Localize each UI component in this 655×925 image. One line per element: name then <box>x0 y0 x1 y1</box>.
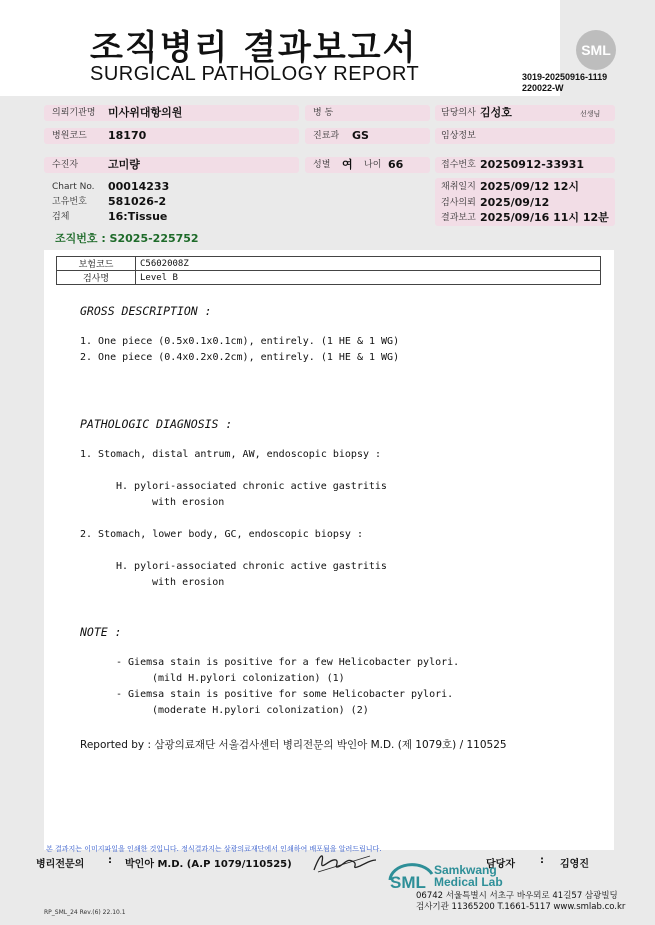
pathologist-colon: : <box>108 855 112 866</box>
diagnosis-item-2: 2. Stomach, lower body, GC, endoscopic biopsy : <box>80 529 363 540</box>
sml-logo: SML <box>576 30 616 70</box>
specimen-value: 16:Tissue <box>108 210 168 223</box>
note-line-3: - Giemsa stain is positive for some Helicobacter pylori. <box>116 689 454 700</box>
report-number-line1: 3019-20250916-1119 <box>522 72 608 82</box>
contact-line: 검사기관 11365200 T.1661-5117 www.smlab.co.kr <box>416 902 626 912</box>
manager-colon: : <box>540 855 544 866</box>
test-name-value: Level B <box>136 271 601 285</box>
note-heading: NOTE : <box>80 625 122 639</box>
brand-name <box>434 864 503 888</box>
table-row <box>57 257 601 271</box>
form-code: RP_SML_24 Rev.(6) 22.10.1 <box>44 909 126 916</box>
print-notice: 본 결과지는 이미지파일을 인쇄한 것입니다. 정식결과지는 삼광의료재단에서 인쇄하여 배포됨을 알려드립니다. <box>46 845 382 853</box>
brand-line-1: Samkwang <box>434 863 497 877</box>
table-row <box>57 271 601 285</box>
doctor-suffix: 선생님 <box>580 110 601 118</box>
diagnosis-item-2-line-1: H. pylori-associated chronic active gastritis <box>116 561 387 572</box>
exam-label: 검사의뢰 <box>441 198 476 208</box>
manager-value: 김영진 <box>560 859 589 870</box>
diagnosis-item-1-line-2: with erosion <box>152 497 225 508</box>
brand-line-2: Medical Lab <box>434 875 503 889</box>
institution-label: 의뢰기관명 <box>52 108 96 118</box>
institution-value: 미사위대항의원 <box>108 106 183 119</box>
diagnosis-item-1: 1. Stomach, distal antrum, AW, endoscopic biopsy : <box>80 449 382 460</box>
collect-value: 2025/09/12 12시 <box>480 180 580 193</box>
pathologist-value: 박인아 M.D. (A.P 1079/110525) <box>125 859 292 870</box>
specimen-label: 검체 <box>52 212 70 222</box>
test-name-label: 검사명 <box>57 271 136 285</box>
insurance-table <box>56 256 601 285</box>
lab-address <box>416 891 625 913</box>
gross-line-2: 2. One piece (0.4x0.2x0.2cm), entirely. (1 HE & 1 WG) <box>80 352 400 363</box>
note-line-2: (mild H.pylori colonization) (1) <box>152 673 345 684</box>
note-line-4: (moderate H.pylori colonization) (2) <box>152 705 369 716</box>
report-number <box>522 72 607 94</box>
sex-label: 성별 <box>313 160 331 170</box>
patient-value: 고미량 <box>108 158 140 171</box>
collect-label: 채취일지 <box>441 182 476 192</box>
insurance-code-value: C5602008Z <box>136 257 601 271</box>
tissue-number: 조직번호 : S2025-225752 <box>55 232 199 245</box>
svg-text:SML: SML <box>390 873 426 892</box>
hospital-code-label: 병원코드 <box>52 131 87 141</box>
chart-value: 00014233 <box>108 180 170 193</box>
insurance-code-label: 보험코드 <box>57 257 136 271</box>
gross-line-1: 1. One piece (0.5x0.1x0.1cm), entirely. (1 HE & 1 WG) <box>80 336 400 347</box>
report-title-english: SURGICAL PATHOLOGY REPORT <box>90 63 420 85</box>
dept-label: 진료과 <box>313 131 340 141</box>
doctor-label: 담당의사 <box>441 108 476 118</box>
report-title-korean: 조직병리 결과보고서 <box>90 28 418 68</box>
manager-label: 담당자 <box>486 859 515 870</box>
chart-label: Chart No. <box>52 182 95 192</box>
unique-value: 581026-2 <box>108 195 167 208</box>
exam-value: 2025/09/12 <box>480 196 550 209</box>
pathologist-label: 병리전문의 <box>36 859 85 870</box>
diagnosis-heading: PATHOLOGIC DIAGNOSIS : <box>80 417 233 431</box>
diagnosis-item-1-line-1: H. pylori-associated chronic active gastritis <box>116 481 387 492</box>
age-value: 66 <box>388 158 404 171</box>
gross-heading: GROSS DESCRIPTION : <box>80 304 212 318</box>
note-line-1: - Giemsa stain is positive for a few Helicobacter pylori. <box>116 657 460 668</box>
result-value: 2025/09/16 11시 12분 <box>480 211 609 224</box>
diagnosis-item-2-line-2: with erosion <box>152 577 225 588</box>
row-bar <box>44 157 299 173</box>
receipt-label: 접수번호 <box>441 160 476 170</box>
sex-value: 여 <box>342 158 353 171</box>
clinical-label: 임상정보 <box>441 131 476 141</box>
hospital-code-value: 18170 <box>108 129 147 142</box>
patient-label: 수진자 <box>52 160 79 170</box>
signature-image <box>310 848 380 876</box>
ward-label: 병 동 <box>313 108 334 118</box>
address-line: 06742 서울특별시 서초구 바우뫼로 41길57 삼광빌딩 <box>416 891 618 901</box>
age-label: 나이 <box>364 160 382 170</box>
result-label: 결과보고 <box>441 213 476 223</box>
reported-by: Reported by : 삼광의료재단 서울검사센터 병리전문의 박인아 M.D. (제 1079호) / 110525 <box>80 739 507 751</box>
doctor-value: 김성호 <box>480 106 512 119</box>
dept-value: GS <box>352 129 369 142</box>
unique-label: 고유번호 <box>52 197 87 207</box>
report-number-line2: 220022-W <box>522 83 564 93</box>
receipt-value: 20250912-33931 <box>480 158 585 171</box>
